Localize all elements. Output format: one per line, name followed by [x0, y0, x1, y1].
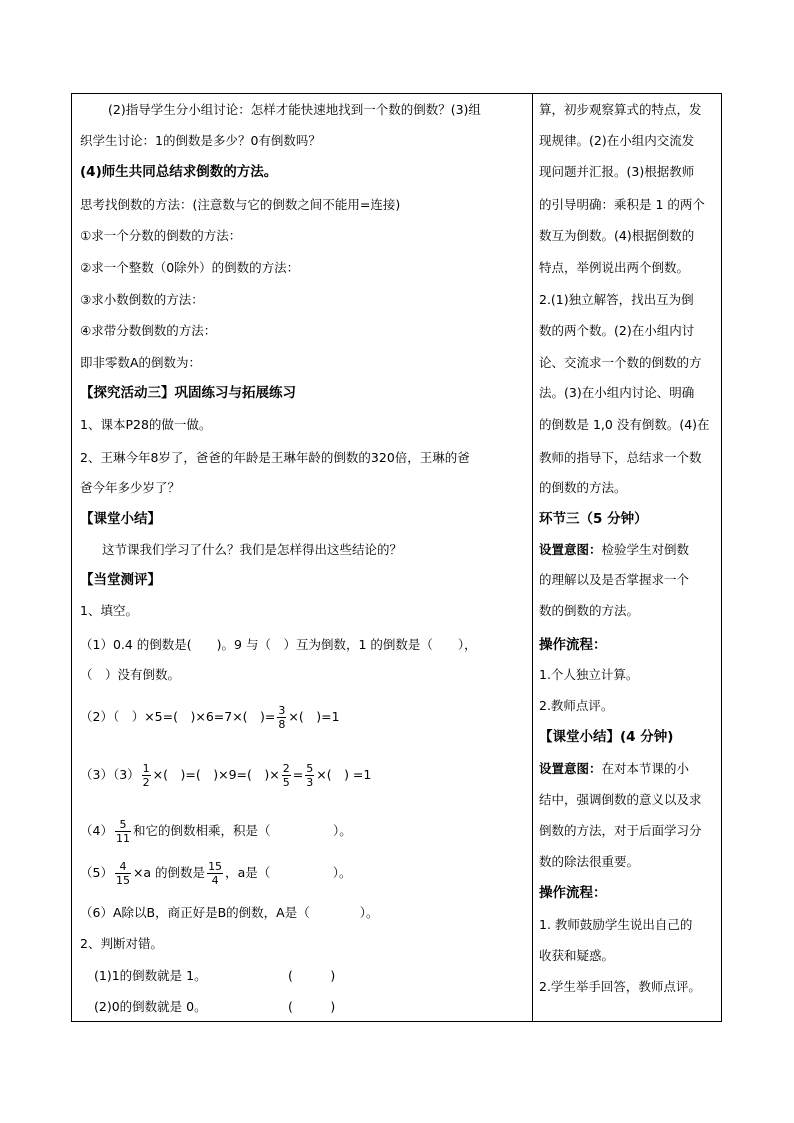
- text-line: 1、填空。: [80, 603, 138, 618]
- section-heading: 操作流程：: [539, 637, 607, 653]
- denominator: 8: [278, 718, 286, 731]
- numerator: 15: [208, 860, 223, 873]
- text-line: 论、交流求一个数的倒数的方: [539, 355, 702, 370]
- text-line: 思考找倒数的方法：(注意数与它的倒数之间不能用=连接): [80, 197, 401, 212]
- text-line: 即非零数A的倒数为：: [80, 355, 202, 370]
- text-line: 法。(3)在小组内讨论、明确: [539, 385, 695, 400]
- numerator: 5: [306, 762, 314, 775]
- section-heading: 环节三（5 分钟）: [539, 511, 648, 527]
- text-line: [539, 761, 689, 777]
- text-fragment: ×( ) =1: [316, 767, 372, 782]
- text-line: 2.学生举手回答，教师点评。: [539, 979, 701, 994]
- text-line: 这节课我们学习了什么？我们是怎样得出这些结论的？: [102, 542, 403, 557]
- text-line: [539, 542, 689, 558]
- question-2: [80, 704, 340, 731]
- text-fragment: =: [292, 767, 304, 782]
- question-6: （6）A除以B，商正好是B的倒数，A是（ ）。: [80, 905, 379, 920]
- fraction: [115, 818, 131, 845]
- text-line: 1. 教师鼓励学生说出自己的: [539, 917, 693, 932]
- text-line: 织学生讨论：1的倒数是多少？0有倒数吗？: [80, 133, 321, 148]
- fraction: [305, 762, 314, 789]
- text-fragment: 和它的倒数相乘，积是（ ）。: [132, 823, 352, 838]
- denominator: 15: [115, 874, 130, 887]
- text-line: 的倒数是 1,0 没有倒数。(4)在: [539, 417, 710, 432]
- text-fragment: ×( )=1: [288, 709, 340, 724]
- numerator: 4: [115, 860, 131, 874]
- lesson-table: [71, 93, 722, 1022]
- text-line: 2.(1)独立解答，找出互为倒: [539, 292, 694, 307]
- denominator: 4: [211, 874, 219, 887]
- text-fragment: ×( )=( )×9=( )×: [152, 767, 280, 782]
- text-line: 倒数的方法，对于后面学习分: [539, 823, 702, 838]
- text-line: 教师的指导下，总结求一个数: [539, 450, 702, 465]
- judge-text: (2)0的倒数就是 0。: [94, 999, 207, 1014]
- judge-item: [94, 999, 207, 1015]
- text-line: 数的倒数的方法。: [539, 603, 640, 618]
- denominator: 5: [282, 776, 290, 789]
- column-divider: [532, 94, 533, 1021]
- judge-item: [94, 968, 207, 984]
- text-fragment: ×a 的倒数是: [132, 865, 206, 880]
- text-line: 1.个人独立计算。: [539, 667, 639, 682]
- numerator: 2: [282, 762, 290, 775]
- fraction: [207, 860, 223, 887]
- text-fragment: 检验学生对倒数: [601, 542, 690, 557]
- numerator: 1: [142, 762, 150, 775]
- text-line: 现问题并汇报。(3)根据教师: [539, 164, 695, 179]
- text-line: ③求小数倒数的方法：: [80, 292, 204, 307]
- question-5: [80, 860, 351, 887]
- question-4: [80, 818, 352, 845]
- text-line: 的引导明确：乘积是 1 的两个: [539, 197, 705, 212]
- text-line: 2、王琳今年8岁了，爸爸的年龄是王琳年龄的倒数的320倍，王琳的爸: [80, 450, 470, 465]
- text-fragment: 在对本节课的小: [601, 761, 690, 776]
- fraction: [277, 704, 286, 731]
- label-bold: 设置意图：: [539, 761, 602, 776]
- text-fragment: （5）: [80, 865, 113, 880]
- fraction: [282, 762, 291, 789]
- text-line: ①求一个分数的倒数的方法：: [80, 228, 242, 243]
- fraction: [142, 762, 151, 789]
- text-line: 数互为倒数。(4)根据倒数的: [539, 228, 695, 243]
- denominator: 2: [142, 776, 150, 789]
- section-heading: 【当堂测评】: [80, 572, 161, 588]
- text-line: （ ）没有倒数。: [80, 667, 181, 682]
- text-fragment: （4）: [80, 823, 113, 838]
- text-fragment: ，a是（ ）。: [225, 865, 352, 880]
- judge-answer-blank: ( ): [288, 999, 336, 1014]
- section-heading: 【探究活动三】巩固练习与拓展练习: [80, 385, 296, 401]
- text-fragment: （2）（ ）×5=( )×6=7×( )=: [80, 709, 276, 724]
- text-line: 特点，举例说出两个倒数。: [539, 260, 690, 275]
- numerator: 5: [115, 818, 131, 832]
- text-line: （1）0.4 的倒数是( )。9 与（ ）互为倒数，1 的倒数是（ ），: [80, 637, 477, 652]
- judge-answer-blank: ( ): [288, 968, 336, 983]
- judge-text: (1)1的倒数就是 1。: [94, 968, 207, 983]
- label-bold: 设置意图：: [539, 542, 602, 557]
- question-3: [80, 762, 371, 789]
- denominator: 3: [306, 776, 314, 789]
- text-line: 2、判断对错。: [80, 936, 163, 951]
- text-line: 的理解以及是否掌握求一个: [539, 572, 690, 587]
- section-heading: 操作流程：: [539, 885, 607, 901]
- text-line: (2)指导学生分小组讨论：怎样才能快速地找到一个数的倒数？(3)组: [108, 102, 481, 117]
- text-line: 算，初步观察算式的特点，发: [539, 102, 702, 117]
- section-heading: 【课堂小结】: [80, 511, 161, 527]
- text-line: 结中，强调倒数的意义以及求: [539, 792, 702, 807]
- text-line: 数的两个数。(2)在小组内讨: [539, 323, 695, 338]
- text-line: ④求带分数倒数的方法：: [80, 323, 217, 338]
- numerator: 3: [278, 704, 286, 717]
- text-line: 收获和疑惑。: [539, 948, 615, 963]
- text-line: ②求一个整数（0除外）的倒数的方法：: [80, 260, 300, 275]
- section-heading: 【课堂小结】(4 分钟): [539, 729, 674, 745]
- text-fragment: （3）（3）: [80, 767, 140, 782]
- text-line: 的倒数的方法。: [539, 480, 627, 495]
- section-heading: (4)师生共同总结求倒数的方法。: [80, 164, 278, 180]
- text-line: 2.教师点评。: [539, 698, 614, 713]
- text-line: 1、课本P28的做一做。: [80, 417, 212, 432]
- fraction: [115, 860, 131, 887]
- denominator: 11: [115, 832, 130, 845]
- text-line: 爸今年多少岁了？: [80, 480, 181, 495]
- text-line: 数的除法很重要。: [539, 854, 640, 869]
- text-line: 现规律。(2)在小组内交流发: [539, 133, 695, 148]
